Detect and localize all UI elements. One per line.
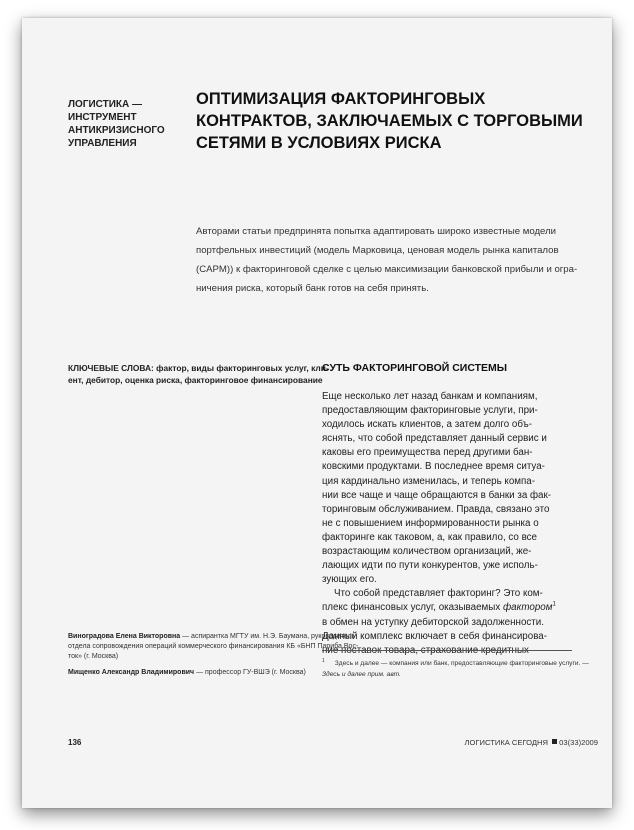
author-line bbox=[68, 632, 356, 642]
title-line: ОПТИМИЗАЦИЯ ФАКТОРИНГОВЫХ bbox=[196, 90, 486, 108]
author-name: Мищенко Александр Владимирович bbox=[68, 669, 195, 676]
page-number: 136 bbox=[68, 738, 82, 747]
body-line: возрастающим количеством организаций, же- bbox=[322, 546, 532, 558]
body-line: нии все чаще и чаще обращаются в банки за фак- bbox=[322, 489, 552, 501]
keywords bbox=[68, 362, 329, 386]
body-line: Данный комплекс включает в себя финансирова- bbox=[322, 630, 548, 642]
body-text bbox=[322, 390, 562, 658]
body-line: каковы его преимущества перед другими бан- bbox=[322, 447, 533, 459]
keywords-line: ент, дебитор, оценка риска, факторинговое финансирование bbox=[68, 375, 323, 385]
author-line bbox=[68, 668, 318, 678]
body-line: в обмен на уступку дебиторской задолженности. bbox=[322, 616, 544, 628]
author-affiliation: — аспирантка МГТУ им. Н.Э. Баумана, руководитель bbox=[180, 633, 356, 640]
footnote-line bbox=[322, 669, 572, 680]
article-title bbox=[196, 88, 583, 154]
footnote-mark: 1 bbox=[322, 658, 325, 664]
body-line: не с повышением информированности рынка о bbox=[322, 517, 539, 529]
body-line: факторинге как таковом, а, как правило, со все bbox=[322, 531, 538, 543]
body-line bbox=[322, 601, 562, 615]
author-affiliation: — профессор ГУ-ВШЭ (г. Москва) bbox=[194, 669, 306, 676]
body-line: Что собой представляет факторинг? Это ком- bbox=[334, 588, 543, 600]
title-line: СЕТЯМИ В УСЛОВИЯХ РИСКА bbox=[196, 134, 442, 152]
body-line: предоставляющим факторинговые услуги, при- bbox=[322, 405, 538, 417]
footnote-reference[interactable]: 1 bbox=[552, 602, 556, 609]
author-line: ток» (г. Москва) bbox=[68, 653, 119, 660]
author-name: Виноградова Елена Викторовна bbox=[68, 633, 181, 640]
rubric-line: ИНСТРУМЕНТ bbox=[68, 112, 137, 123]
author-info bbox=[68, 632, 359, 678]
footnote bbox=[322, 656, 589, 680]
abstract bbox=[196, 222, 576, 298]
body-line: зующих его. bbox=[322, 574, 377, 586]
section-heading: СУТЬ ФАКТОРИНГОВОЙ СИСТЕМЫ bbox=[322, 362, 508, 374]
body-line: ковскими продуктами. В последнее время ситуа- bbox=[322, 461, 545, 473]
journal-footer bbox=[465, 738, 598, 747]
footnote-text: Здесь и далее — компания или банк, предоставляющие факторинговые услуги. — bbox=[334, 660, 589, 668]
body-line: яснять, что собой представляет данный сервис и bbox=[322, 433, 547, 445]
body-line: ходилось искать клиентов, а затем долго объ- bbox=[322, 419, 533, 431]
body-line: Еще несколько лет назад банкам и компаниям, bbox=[322, 391, 538, 402]
square-bullet-icon bbox=[552, 739, 557, 744]
rubric-line: УПРАВЛЕНИЯ bbox=[68, 138, 137, 149]
body-line: торинговым обслуживанием. Правда, связано это bbox=[322, 503, 550, 515]
journal-issue: 03(33)2009 bbox=[559, 738, 598, 747]
title-line: КОНТРАКТОВ, ЗАКЛЮЧАЕМЫХ С ТОРГОВЫМИ bbox=[196, 112, 583, 130]
author-line: отдела сопровождения операций коммерческого финансирования КБ «БНП Париба Вос- bbox=[68, 643, 359, 650]
abstract-line: ничения риска, который банк готов на себя принять. bbox=[196, 283, 429, 294]
rubric-line: ЛОГИСТИКА — bbox=[68, 99, 143, 110]
abstract-line: портфельных инвестиций (модель Марковица, ценовая модель рынка капиталов bbox=[196, 245, 559, 256]
rubric-line: АНТИКРИЗИСНОГО bbox=[68, 125, 165, 136]
abstract-line: (CAPM)) к факторинговой сделке с целью максимизации банковской прибыли и огра- bbox=[196, 264, 578, 275]
journal-name: ЛОГИСТИКА СЕГОДНЯ bbox=[464, 738, 549, 747]
footnote-divider bbox=[322, 650, 572, 651]
keywords-line: КЛЮЧЕВЫЕ СЛОВА: фактор, виды факторинговых услуг, кли- bbox=[68, 363, 329, 373]
body-line: ция кардинально изменилась, и теперь компа- bbox=[322, 475, 536, 487]
body-line: лающих идти по пути конкурентов, уже исполь- bbox=[322, 560, 538, 572]
abstract-line: Авторами статьи предпринята попытка адаптировать широко известные модели bbox=[196, 226, 557, 237]
body-text-span: плекс финансовых услуг, оказываемых bbox=[322, 602, 503, 614]
body-line: ние поставок товара, страхование кредитных bbox=[322, 644, 529, 656]
rubric-label bbox=[68, 98, 178, 150]
footnote-line bbox=[322, 656, 589, 669]
footnote-text: Здесь и далее прим. авт. bbox=[322, 671, 401, 679]
italic-term: фактором bbox=[502, 602, 553, 614]
